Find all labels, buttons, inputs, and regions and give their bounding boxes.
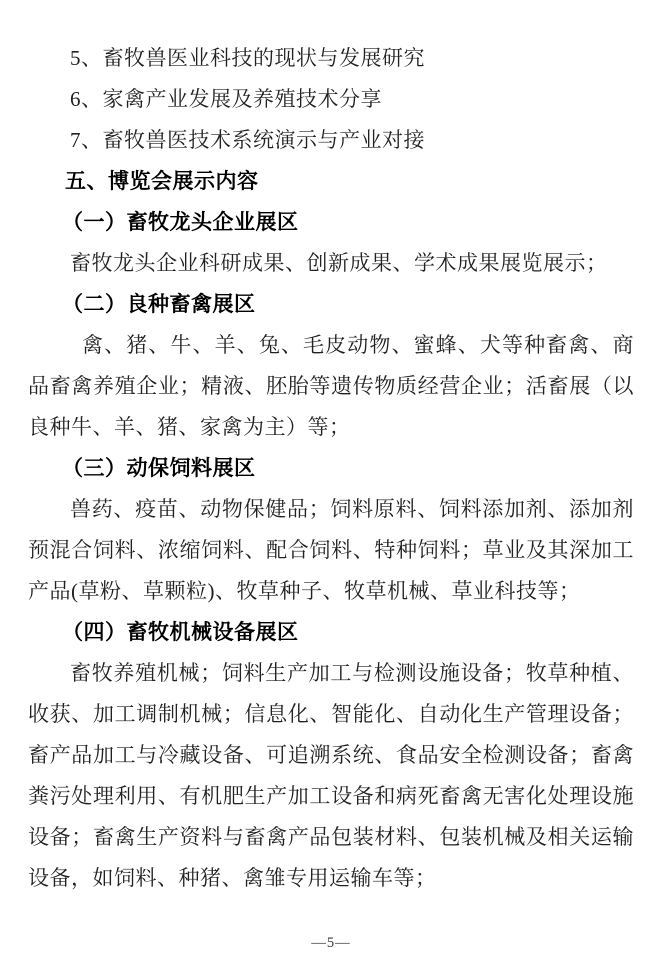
subsection-heading-3: （三）动保饲料展区 (62, 456, 256, 480)
subsection-heading-2: （二）良种畜禽展区 (62, 292, 256, 316)
agenda-item-6: 6、家禽产业发展及养殖技术分享 (70, 87, 382, 111)
paragraph-exhibit-area-1: 畜牧龙头企业科研成果、创新成果、学术成果展览展示； (70, 251, 608, 275)
document-body (28, 38, 634, 899)
paragraph-exhibit-area-3: 兽药、疫苗、动物保健品；饲料原料、饲料添加剂、添加剂预混合饲料、浓缩饲料、配合饲料、特种饲料；草业及其深加工产品(草粉、草颗粒)、牧草种子、牧草机械、草业科技等； (28, 497, 634, 603)
section-heading-5: 五、博览会展示内容 (65, 170, 259, 193)
page-number: —5— (311, 935, 351, 951)
paragraph-exhibit-area-2: 禽、猪、牛、羊、兔、毛皮动物、蜜蜂、犬等种畜禽、商品畜禽养殖企业；精液、胚胎等遗传物质经营企业；活畜展（以良种牛、羊、猪、家禽为主）等； (28, 333, 634, 439)
paragraph-exhibit-area-4: 畜牧养殖机械；饲料生产加工与检测设施设备；牧草种植、收获、加工调制机械；信息化、智能化、自动化生产管理设备；畜产品加工与冷藏设备、可追溯系统、食品安全检测设备；畜禽粪污处理利用、有机肥生产加工设备和病死畜禽无害化处理设施设备；畜禽生产资料与畜禽产品包装材料、包装机械及相关运输设备，如饲料、种猪、禽雏专用运输车等； (28, 661, 634, 890)
agenda-item-7: 7、畜牧兽医技术系统演示与产业对接 (70, 128, 425, 152)
agenda-item-5: 5、畜牧兽医业科技的现状与发展研究 (70, 46, 425, 70)
subsection-heading-1: （一）畜牧龙头企业展区 (62, 210, 299, 234)
subsection-heading-4: （四）畜牧机械设备展区 (62, 620, 299, 644)
